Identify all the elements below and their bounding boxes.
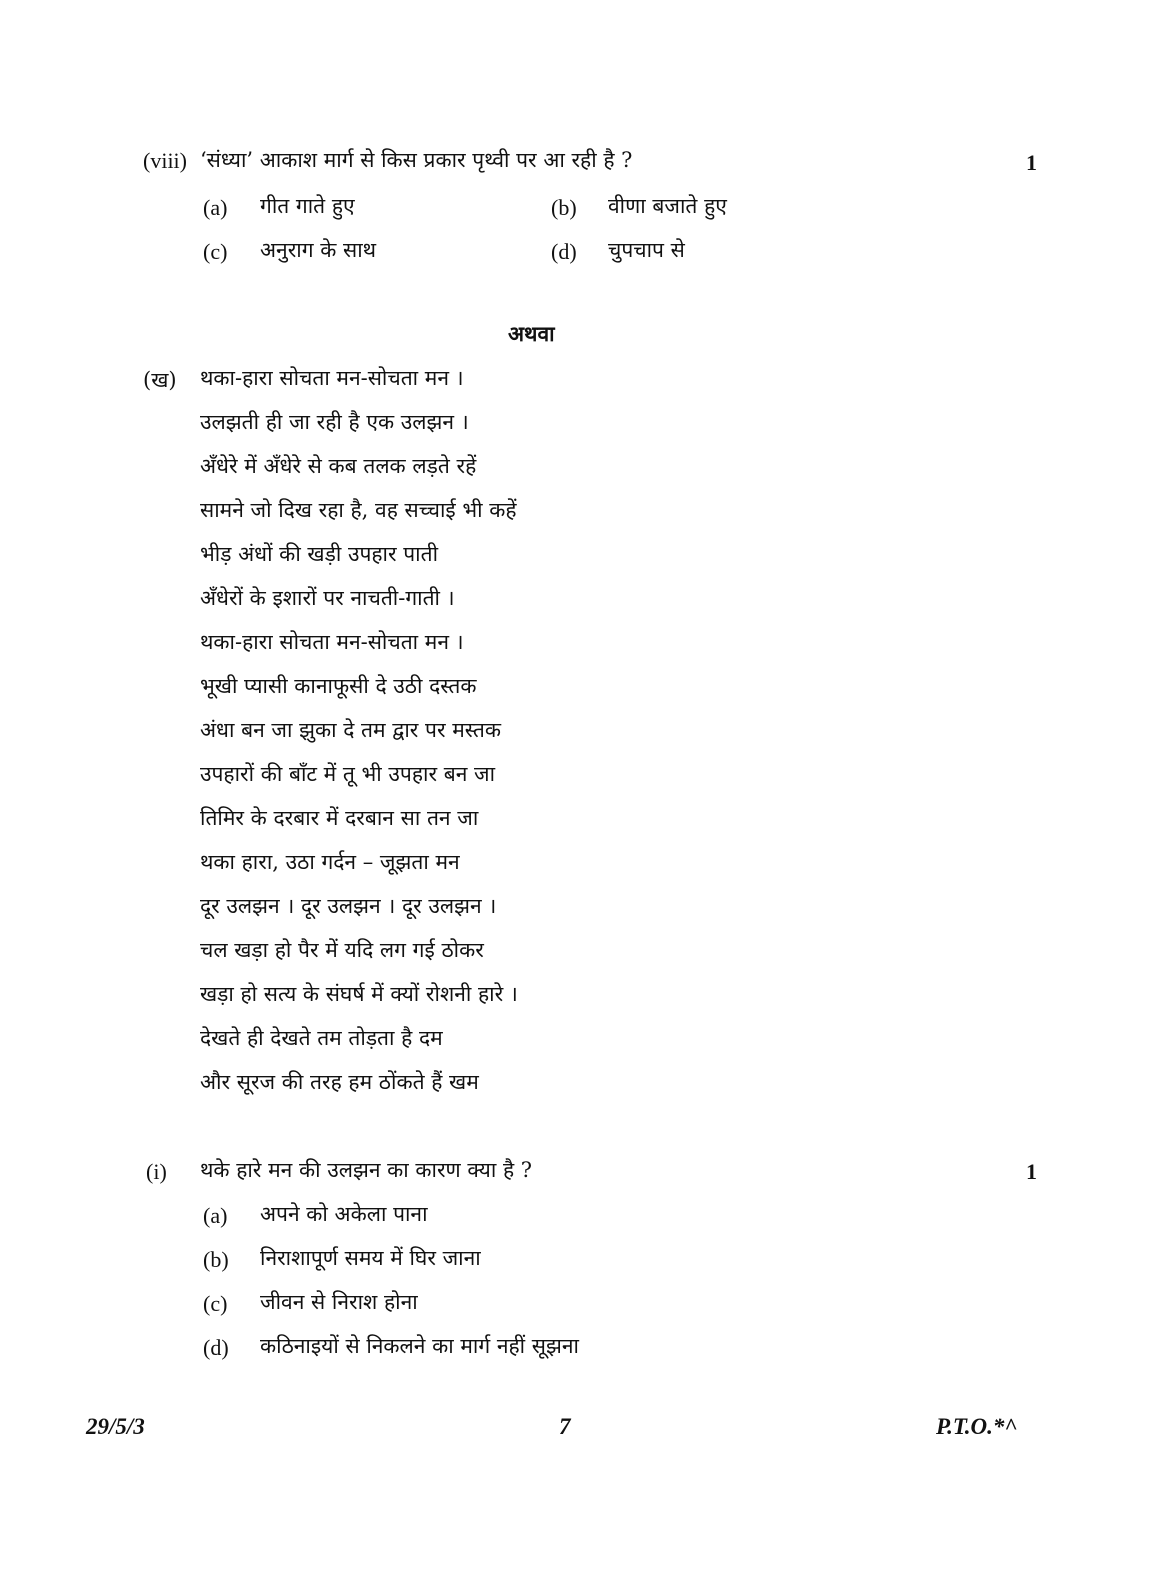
poem-line: सामने जो दिख रहा है, वह सच्चाई भी कहें — [200, 498, 517, 522]
option-text: कठिनाइयों से निकलने का मार्ग नहीं सूझना — [260, 1334, 579, 1358]
option-label: (b) — [203, 1247, 229, 1272]
poem-line: थका हारा, उठा गर्दन – जूझता मन — [200, 850, 460, 874]
option-text: गीत गाते हुए — [260, 194, 355, 218]
poem-line: चल खड़ा हो पैर में यदि लग गई ठोकर — [200, 938, 484, 962]
marks: 1 — [1026, 150, 1037, 175]
question-text: ‘संध्या’ आकाश मार्ग से किस प्रकार पृथ्वी पर आ रही है ? — [200, 148, 633, 172]
poem-line: खड़ा हो सत्य के संघर्ष में क्यों रोशनी हारे । — [200, 982, 518, 1006]
poem-line: दूर उलझन । दूर उलझन । दूर उलझन । — [200, 894, 497, 918]
poem-line: थका-हारा सोचता मन-सोचता मन । — [200, 366, 464, 390]
poem-line: उलझती ही जा रही है एक उलझन । — [200, 410, 469, 434]
option-label: (d) — [203, 1335, 229, 1360]
poem-line: थका-हारा सोचता मन-सोचता मन । — [200, 630, 464, 654]
question-text: थके हारे मन की उलझन का कारण क्या है ? — [200, 1158, 533, 1182]
poem-line: भूखी प्यासी कानाफूसी दे उठी दस्तक — [200, 674, 477, 698]
question-number: (i) — [146, 1159, 167, 1184]
paper-code: 29/5/3 — [86, 1414, 145, 1439]
option-label: (b) — [551, 195, 577, 220]
poem-line: देखते ही देखते तम तोड़ता है दम — [200, 1026, 443, 1050]
page-number: 7 — [559, 1414, 571, 1439]
option-text: वीणा बजाते हुए — [608, 194, 727, 218]
option-label: (a) — [203, 1203, 228, 1228]
option-text: निराशापूर्ण समय में घिर जाना — [260, 1246, 481, 1270]
poem-line: भीड़ अंधों की खड़ी उपहार पाती — [200, 542, 439, 566]
option-text: जीवन से निराश होना — [260, 1290, 418, 1314]
option-label: (c) — [203, 239, 228, 264]
poem-line: तिमिर के दरबार में दरबान सा तन जा — [200, 806, 479, 830]
poem-line: अँधेरे में अँधेरे से कब तलक लड़ते रहें — [200, 454, 477, 478]
poem-line: उपहारों की बाँट में तू भी उपहार बन जा — [200, 762, 496, 786]
question-number: (viii) — [143, 148, 187, 173]
option-text: अनुराग के साथ — [260, 238, 377, 262]
section-label: (ख) — [143, 368, 177, 392]
option-text: अपने को अकेला पाना — [260, 1202, 428, 1226]
poem-line: और सूरज की तरह हम ठोंकते हैं खम — [200, 1070, 479, 1094]
poem-line: अंधा बन जा झुका दे तम द्वार पर मस्तक — [200, 718, 502, 742]
pto-label: P.T.O.*^ — [936, 1414, 1018, 1439]
option-label: (a) — [203, 195, 228, 220]
poem — [200, 362, 518, 1110]
poem-line: अँधेरों के इशारों पर नाचती-गाती । — [200, 586, 455, 610]
option-label: (c) — [203, 1291, 228, 1316]
option-text: चुपचाप से — [608, 238, 685, 262]
or-heading: अथवा — [508, 321, 555, 346]
marks: 1 — [1026, 1159, 1037, 1184]
option-label: (d) — [551, 239, 577, 264]
